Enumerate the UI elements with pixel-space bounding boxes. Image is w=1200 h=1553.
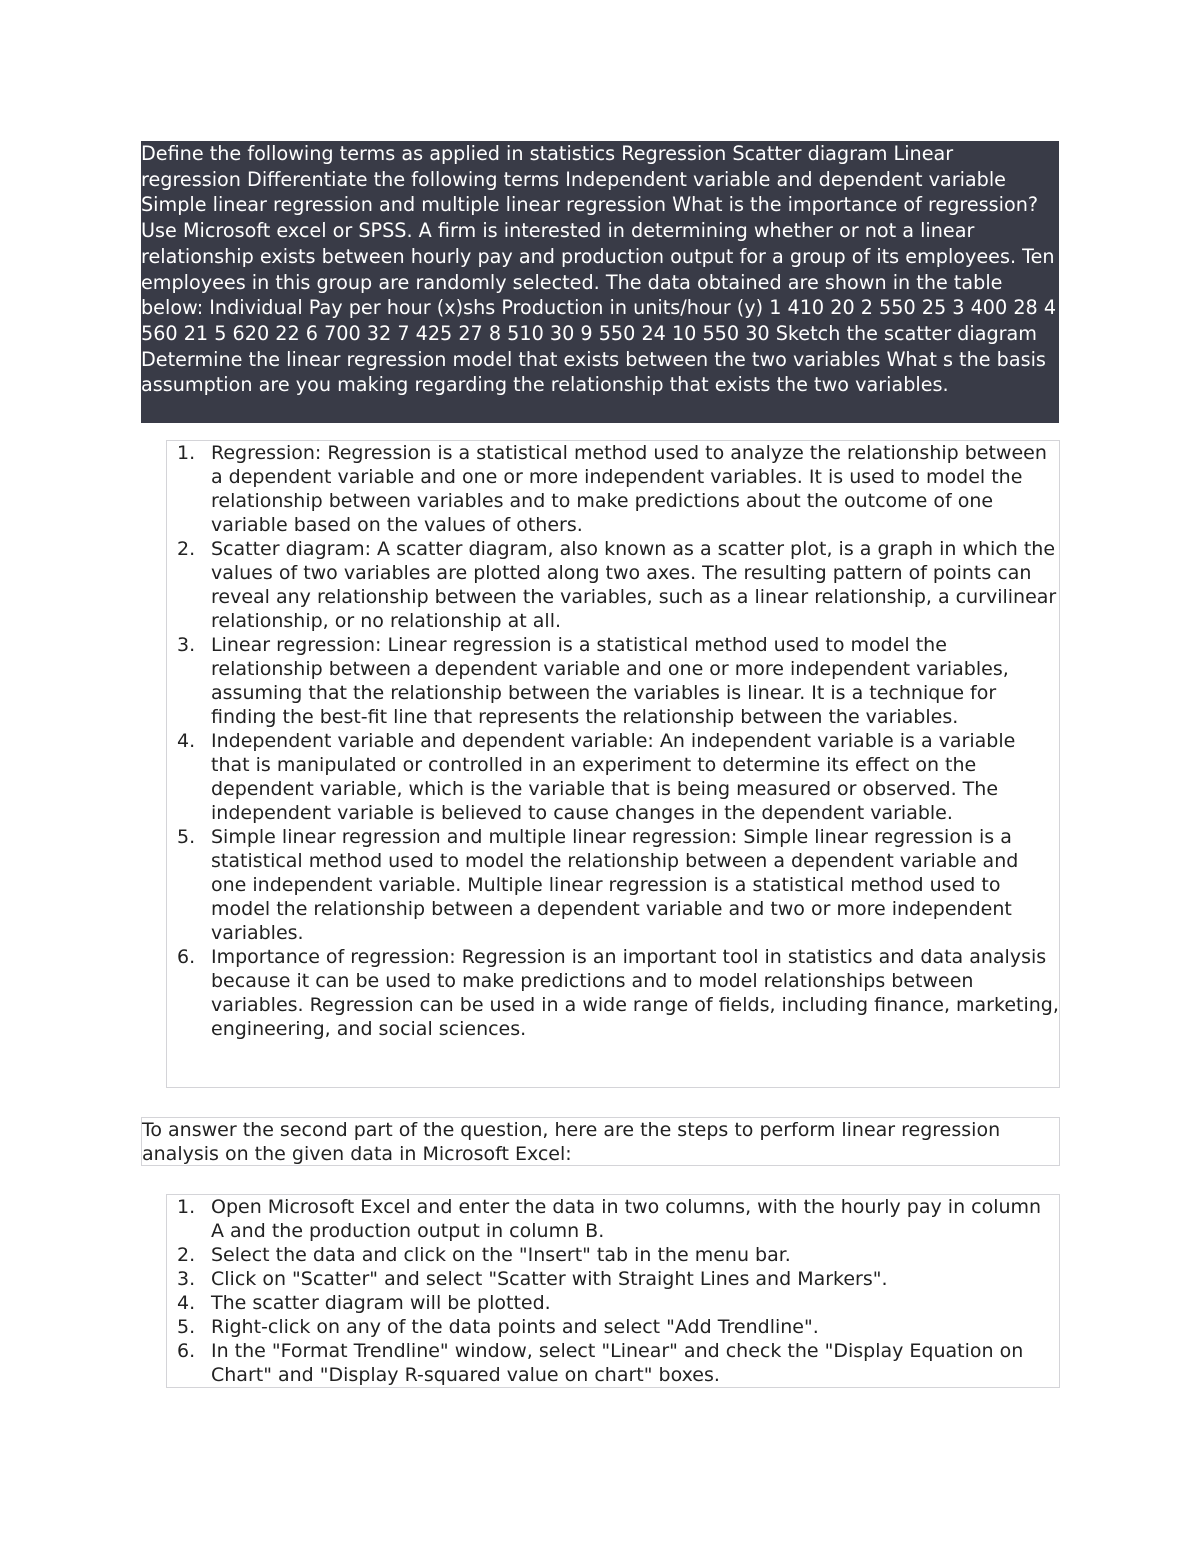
list-item xyxy=(167,1195,1059,1243)
excel-steps-list xyxy=(167,1195,1059,1387)
list-item xyxy=(167,633,1059,729)
intro-text: To answer the second part of the question, here are the steps to perform linear regression analysis on the given data in Microsoft Excel: xyxy=(142,1119,1001,1165)
list-item-number: 5. xyxy=(177,1316,196,1338)
intro-box xyxy=(141,1117,1060,1166)
list-item xyxy=(167,537,1059,633)
list-item xyxy=(167,1315,1059,1339)
list-item xyxy=(167,1267,1059,1291)
list-item-number: 4. xyxy=(177,730,196,752)
list-item-text: Click on "Scatter" and select "Scatter with Straight Lines and Markers". xyxy=(211,1268,888,1290)
list-item-text: In the "Format Trendline" window, select "Linear" and check the "Display Equation on Chart" and "Display R-squared value on chart" boxes. xyxy=(211,1340,1024,1386)
list-item-text: Select the data and click on the "Insert" tab in the menu bar. xyxy=(211,1244,791,1266)
list-item-number: 3. xyxy=(177,1268,196,1290)
list-item-number: 4. xyxy=(177,1292,196,1314)
list-item-text: Importance of regression: Regression is an important tool in statistics and data analysis because it can be used to make predictions and to model relationships between variables. Regression can be used in a wide range of fields, including finance, marketing, engineering, and social sciences. xyxy=(211,946,1059,1040)
list-item-number: 3. xyxy=(177,634,196,656)
list-item xyxy=(167,825,1059,945)
list-item-number: 2. xyxy=(177,1244,196,1266)
list-item xyxy=(167,1339,1059,1387)
definitions-list-box xyxy=(166,440,1060,1088)
list-item-number: 2. xyxy=(177,538,196,560)
list-item-text: Independent variable and dependent variable: An independent variable is a variable that is manipulated or controlled in an experiment to determine its effect on the dependent variable, which is the variable that is being measured or observed. The independent variable is believed to cause changes in the dependent variable. xyxy=(211,730,1016,824)
list-item-text: Simple linear regression and multiple linear regression: Simple linear regression is a statistical method used to model the relationship between a dependent variable and one independent variable. Multiple linear regression is a statistical method used to model the relationship between a dependent variable and two or more independent variables. xyxy=(211,826,1019,944)
list-item-number: 1. xyxy=(177,442,196,464)
list-item-text: Regression: Regression is a statistical method used to analyze the relationship between a dependent variable and one or more independent variables. It is used to model the relationship between variables and to make predictions about the outcome of one variable based on the values of others. xyxy=(211,442,1047,536)
list-item-number: 5. xyxy=(177,826,196,848)
question-text: Define the following terms as applied in statistics Regression Scatter diagram Linear regression Differentiate the following terms Independent variable and dependent variable Simple linear regression and multiple linear regression What is the importance of regression? Use Microsoft excel or SPSS. A firm is interested in determining whether or not a linear relationship exists between hourly pay and production output for a group of its employees. Ten employees in this group are randomly selected. The data obtained are shown in the table below: Individual Pay per hour (x)shs Production in units/hour (y) 1 410 20 2 550 25 3 400 28 4 560 21 5 620 22 6 700 32 7 425 27 8 510 30 9 550 24 10 550 30 Sketch the scatter diagram Determine the linear regression model that exists between the two variables What s the basis assumption are you making regarding the relationship that exists the two variables. xyxy=(141,142,1057,397)
list-item xyxy=(167,1291,1059,1315)
question-block xyxy=(141,141,1059,423)
list-item xyxy=(167,945,1059,1041)
list-item-number: 6. xyxy=(177,1340,196,1362)
list-item-text: Open Microsoft Excel and enter the data in two columns, with the hourly pay in column A and the production output in column B. xyxy=(211,1196,1042,1242)
list-item xyxy=(167,1243,1059,1267)
list-item-text: Linear regression: Linear regression is a statistical method used to model the relationship between a dependent variable and one or more independent variables, assuming that the relationship between the variables is linear. It is a technique for finding the best-fit line that represents the relationship between the variables. xyxy=(211,634,1009,728)
list-item-text: Right-click on any of the data points and select "Add Trendline". xyxy=(211,1316,819,1338)
list-item-text: Scatter diagram: A scatter diagram, also known as a scatter plot, is a graph in which the values of two variables are plotted along two axes. The resulting pattern of points can reveal any relationship between the variables, such as a linear relationship, a curvilinear relationship, or no relationship at all. xyxy=(211,538,1057,632)
list-item-number: 1. xyxy=(177,1196,196,1218)
list-item-text: The scatter diagram will be plotted. xyxy=(211,1292,551,1314)
list-item xyxy=(167,441,1059,537)
definitions-list xyxy=(167,441,1059,1041)
list-item xyxy=(167,729,1059,825)
excel-steps-box xyxy=(166,1194,1060,1388)
list-item-number: 6. xyxy=(177,946,196,968)
